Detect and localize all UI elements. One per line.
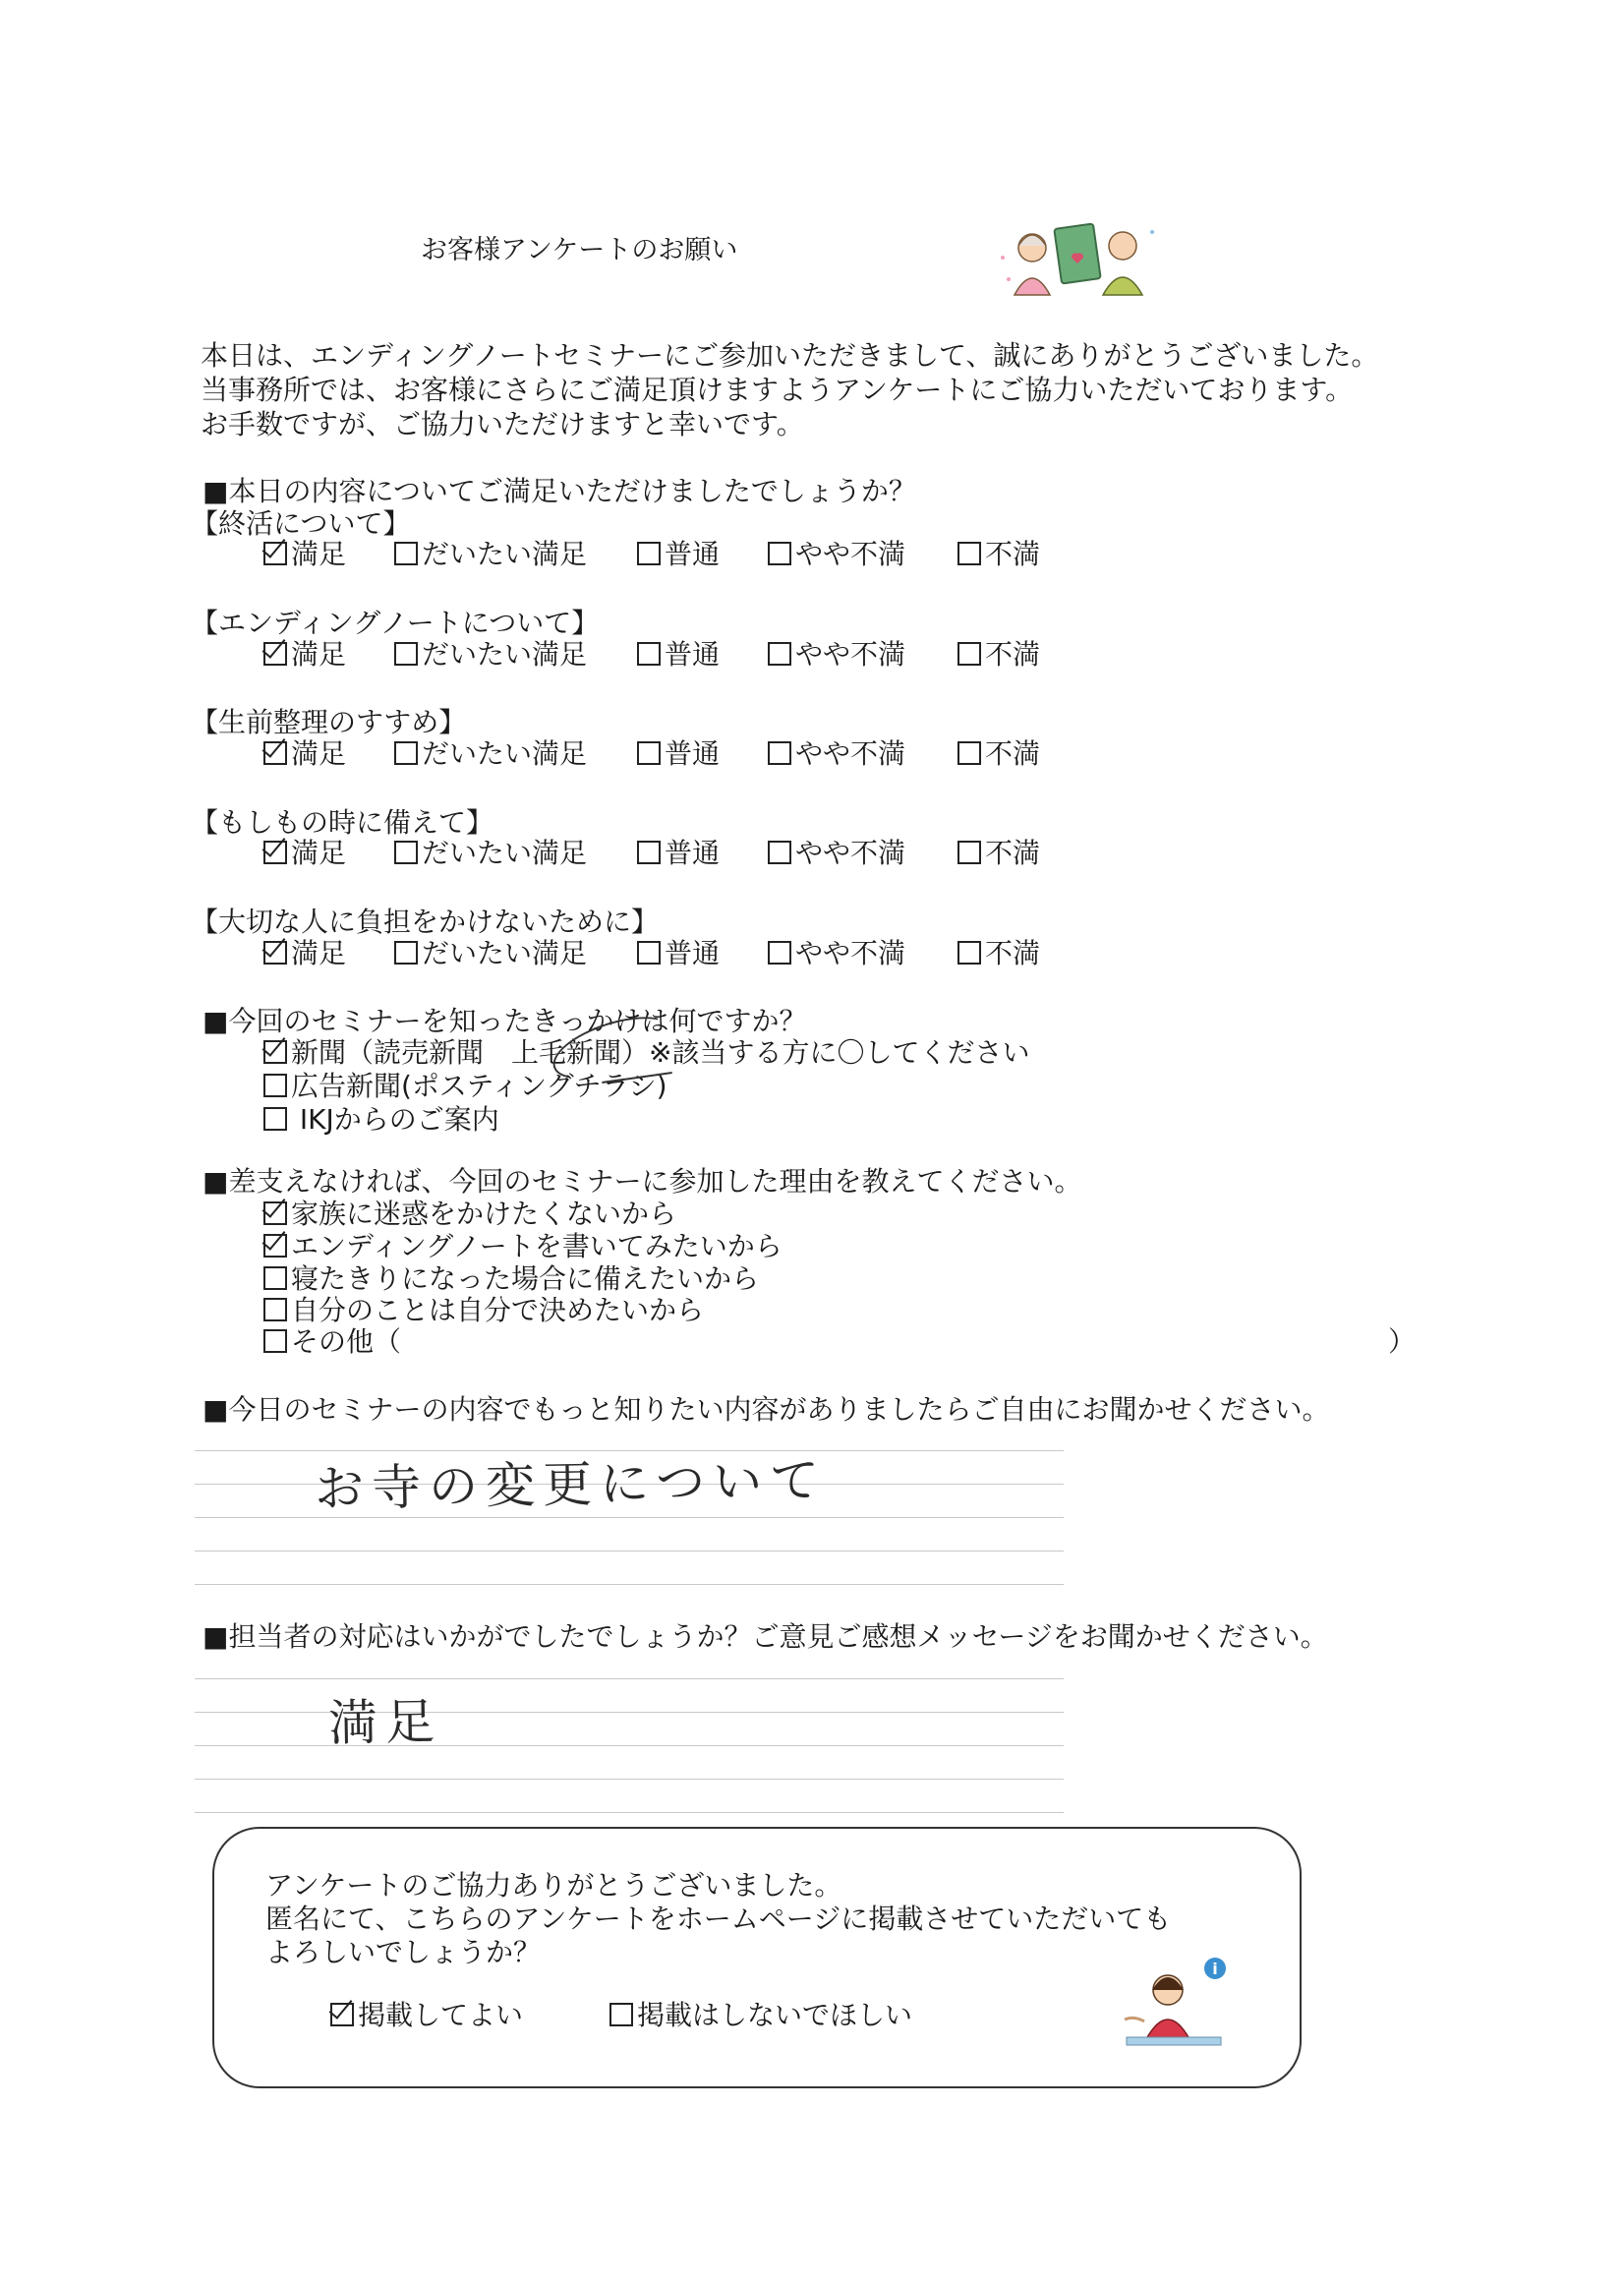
checkbox[interactable] [394, 542, 418, 565]
page-title: お客様アンケートのお願い [421, 235, 738, 265]
checkbox[interactable] [957, 741, 981, 765]
intro-line: お手数ですが、ご協力いただけますと幸いです。 [201, 408, 804, 440]
ruled-line [195, 1712, 1064, 1713]
intro-text [201, 338, 1378, 441]
elderly-couple-illustration [995, 218, 1162, 297]
checkbox[interactable] [637, 642, 661, 666]
q5-heading: ■担当者の対応はいかがでしたでしょうか？ご意見ご感想メッセージをお聞かせください。 [203, 1620, 1328, 1653]
reason-option[interactable]: 寝たきりになった場合に備えたいから [263, 1258, 759, 1297]
svg-text:i: i [1212, 1960, 1218, 1978]
rating-option-somewhat-dissatisfied[interactable]: やや不満 [768, 832, 905, 871]
ruled-line [195, 1812, 1064, 1813]
rating-option-mostly-satisfied[interactable]: だいたい満足 [394, 732, 587, 772]
checkbox[interactable] [263, 1298, 287, 1321]
rating-option-dissatisfied[interactable]: 不満 [957, 832, 1040, 871]
rating-option-somewhat-dissatisfied[interactable]: やや不満 [768, 732, 905, 772]
rating-option-mostly-satisfied[interactable]: だいたい満足 [394, 832, 587, 871]
closing-consent-box [212, 1827, 1302, 2088]
handwritten-answer-q5[interactable]: 満足 [327, 1692, 443, 1753]
rating-option-neutral[interactable]: 普通 [637, 932, 720, 971]
rating-option-neutral[interactable]: 普通 [637, 732, 720, 772]
checkbox[interactable] [263, 741, 287, 765]
q3-heading: ■差支えなければ、今回のセミナーに参加した理由を教えてください。 [203, 1165, 1082, 1198]
closing-line: よろしいでしょうか？ [265, 1936, 542, 1968]
checkbox[interactable] [394, 642, 418, 666]
checkbox[interactable] [768, 741, 791, 765]
topic-label: 【大切な人に負担をかけないために】 [191, 906, 660, 938]
intro-line: 当事務所では、お客様にさらにご満足頂けますようアンケートにご協力いただいております。 [201, 374, 1354, 406]
checkbox[interactable] [263, 1107, 287, 1131]
rating-option-satisfied[interactable]: 満足 [263, 832, 346, 871]
rating-option-somewhat-dissatisfied[interactable]: やや不満 [768, 533, 905, 572]
rating-option-satisfied[interactable]: 満足 [263, 533, 346, 572]
topic-label: 【もしもの時に備えて】 [191, 806, 494, 839]
rating-option-neutral[interactable]: 普通 [637, 832, 720, 871]
ruled-line [195, 1584, 1064, 1585]
reason-option[interactable]: 家族に迷惑をかけたくないから [263, 1193, 676, 1232]
rating-option-satisfied[interactable]: 満足 [263, 633, 346, 673]
checkbox[interactable] [263, 841, 287, 864]
checkbox[interactable] [637, 941, 661, 965]
checkbox[interactable] [263, 1040, 287, 1064]
intro-line: 本日は、エンディングノートセミナーにご参加いただきまして、誠にありがとうございました。 [201, 339, 1379, 372]
checkbox[interactable] [263, 1329, 287, 1353]
rating-option-mostly-satisfied[interactable]: だいたい満足 [394, 932, 587, 971]
checkbox[interactable] [768, 542, 791, 565]
checkbox[interactable] [263, 1266, 287, 1290]
checkbox[interactable] [263, 1234, 287, 1258]
ruled-line [195, 1745, 1064, 1746]
checkbox[interactable] [768, 941, 791, 965]
checkbox[interactable] [637, 741, 661, 765]
consent-option-decline[interactable]: 掲載はしないでほしい [609, 1994, 912, 2033]
rating-option-mostly-satisfied[interactable]: だいたい満足 [394, 533, 587, 572]
source-option-newspaper[interactable]: 新聞（読売新聞 上毛新聞）※該当する方に〇してください [263, 1031, 1029, 1071]
rating-option-satisfied[interactable]: 満足 [263, 732, 346, 772]
checkbox[interactable] [263, 1201, 287, 1225]
reason-option[interactable]: 自分のことは自分で決めたいから [263, 1289, 704, 1328]
handwritten-answer-q4[interactable]: お寺の変更について [314, 1451, 828, 1518]
ruled-line [195, 1779, 1064, 1780]
checkbox[interactable] [263, 542, 287, 565]
reason-option[interactable]: エンディングノートを書いてみたいから [263, 1225, 783, 1264]
checkbox[interactable] [957, 542, 981, 565]
closing-line: 匿名にて、こちらのアンケートをホームページに掲載させていただいても [265, 1902, 1172, 1935]
checkbox[interactable] [394, 841, 418, 864]
checkbox[interactable] [394, 941, 418, 965]
checkbox[interactable] [768, 642, 791, 666]
q4-heading: ■今日のセミナーの内容でもっと知りたい内容がありましたらご自由にお聞かせください。 [203, 1393, 1330, 1426]
rating-option-neutral[interactable]: 普通 [637, 533, 720, 572]
other-close-paren: ） [1388, 1325, 1417, 1358]
checkbox[interactable] [957, 642, 981, 666]
checkbox[interactable] [637, 841, 661, 864]
q2-heading: ■今回のセミナーを知ったきっかけは何ですか？ [203, 1005, 807, 1037]
checkbox[interactable] [263, 1074, 287, 1097]
checkbox[interactable] [957, 941, 981, 965]
rating-option-dissatisfied[interactable]: 不満 [957, 932, 1040, 971]
rating-option-neutral[interactable]: 普通 [637, 633, 720, 673]
checkbox[interactable] [263, 941, 287, 965]
checkbox[interactable] [394, 741, 418, 765]
q1-heading: ■本日の内容についてご満足いただけましたでしょうか？ [203, 475, 916, 507]
checkbox[interactable] [768, 841, 791, 864]
reason-option-other[interactable]: その他（ [263, 1320, 401, 1360]
checkbox[interactable] [609, 2003, 633, 2026]
checkbox[interactable] [263, 642, 287, 666]
topic-label: 【生前整理のすすめ】 [191, 706, 467, 738]
rating-option-satisfied[interactable]: 満足 [263, 932, 346, 971]
rating-option-dissatisfied[interactable]: 不満 [957, 732, 1040, 772]
consent-option-allow[interactable]: 掲載してよい [330, 1994, 523, 2033]
rating-option-mostly-satisfied[interactable]: だいたい満足 [394, 633, 587, 673]
rating-option-dissatisfied[interactable]: 不満 [957, 533, 1040, 572]
topic-label: 【エンディングノートについて】 [191, 607, 600, 639]
staff-woman-illustration [1119, 1955, 1237, 2053]
rating-option-dissatisfied[interactable]: 不満 [957, 633, 1040, 673]
rating-option-somewhat-dissatisfied[interactable]: やや不満 [768, 633, 905, 673]
topic-label: 【終活について】 [191, 507, 411, 540]
source-option-ikj[interactable]: IKJからのご案内 [263, 1098, 499, 1138]
checkbox[interactable] [957, 841, 981, 864]
closing-line: アンケートのご協力ありがとうございました。 [265, 1869, 842, 1902]
checkbox[interactable] [330, 2003, 354, 2026]
ruled-line [195, 1678, 1064, 1679]
rating-option-somewhat-dissatisfied[interactable]: やや不満 [768, 932, 905, 971]
checkbox[interactable] [637, 542, 661, 565]
source-option-flyer[interactable]: 広告新聞(ポスティングチラシ) [263, 1065, 667, 1104]
